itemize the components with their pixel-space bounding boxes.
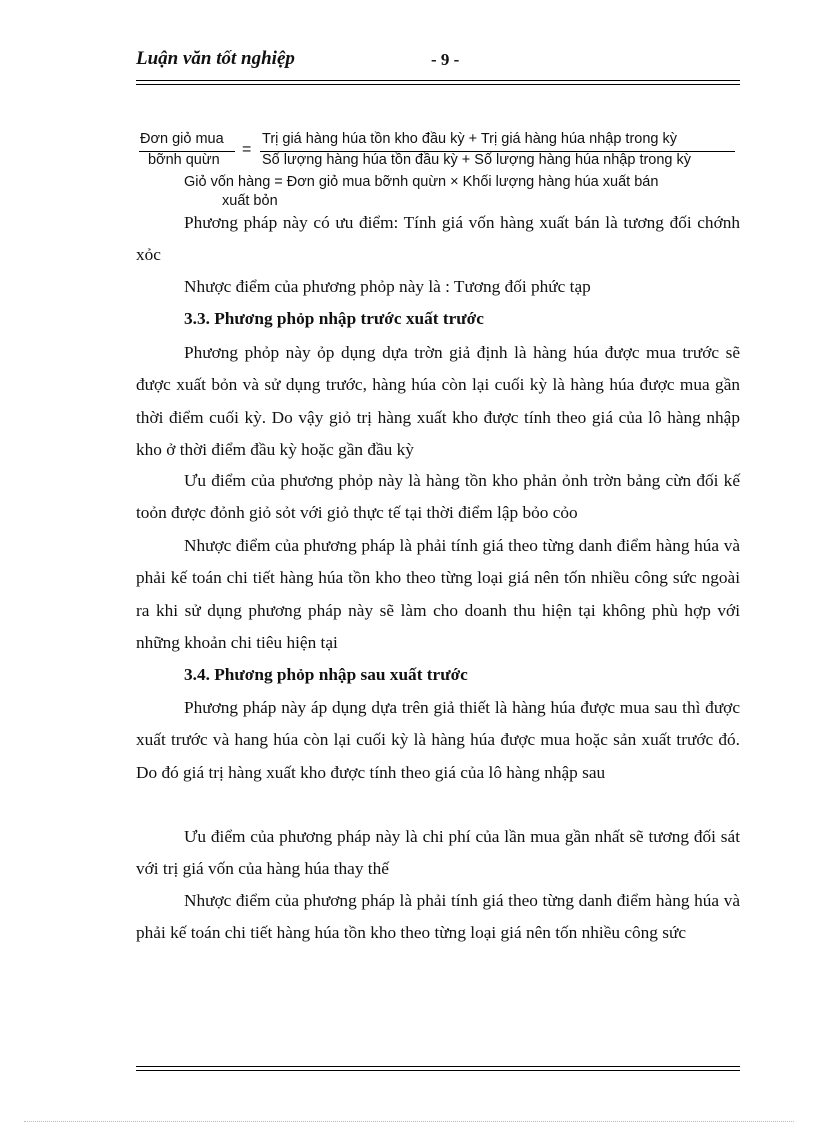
heading-3-3: 3.3. Phương phỏp nhập trước xuất trước	[184, 309, 484, 328]
paragraph-advantage-weighted: Phương pháp này có ưu điểm: Tính giá vốn hàng xuất bán là tương đối chớnh xỏc	[136, 213, 740, 265]
formula-cost-line-continued: xuất bỏn	[222, 193, 278, 209]
formula-rhs-denominator: Số lượng hàng húa tồn đầu kỳ + Số lượng hàng húa nhập trong kỳ	[262, 152, 692, 168]
paragraph-lifo-disadvantage: Nhược điểm của phương pháp là phải tính giá theo từng danh điểm hàng húa và phải kế toán chi tiết hàng húa tồn kho theo từng loại giá nên tốn nhiều công sức	[136, 891, 740, 943]
formula-rhs-numerator: Trị giá hàng húa tồn kho đầu kỳ + Trị giá hàng húa nhập trong kỳ	[262, 131, 678, 147]
paragraph-lifo-advantage: Ưu điểm của phương pháp này là chi phí của lần mua gần nhất sẽ tương đối sát với trị giá vốn của hàng húa thay thế	[136, 827, 740, 879]
paragraph-fifo-disadvantage: Nhược điểm của phương pháp là phải tính giá theo từng danh điểm hàng húa và phải kế toán chi tiết hàng húa tồn kho theo từng loại giá nên tốn nhiều công sức ngoài ra khi sử dụng phương pháp này sẽ làm cho doanh thu hiện tại không phù hợp với những khoản chi tiêu hiện tại	[136, 536, 740, 653]
formula-lhs-denominator: bỡnh quừn	[148, 152, 220, 168]
heading-3-4: 3.4. Phương phỏp nhập sau xuất trước	[184, 665, 468, 684]
page-number: - 9 -	[431, 50, 460, 69]
paragraph-fifo-advantage: Ưu điểm của phương phỏp này là hàng tồn kho phản ỏnh trờn bảng cừn đối kế toỏn được đỏnh giỏ sỏt với giỏ thực tế tại thời điểm lập bỏo cỏo	[136, 471, 740, 523]
paragraph-lifo-description: Phương pháp này áp dụng dựa trên giả thiết là hàng húa được mua sau thì được xuất trước và hang húa còn lại cuối kỳ là hàng húa được mua hoặc sản xuất trước đó. Do đó giá trị hàng xuất kho được tính theo giá của lô hàng nhập sau	[136, 698, 740, 782]
footer-rule	[136, 1066, 740, 1071]
page-bottom-edge	[24, 1121, 794, 1122]
paragraph-disadvantage-weighted: Nhược điểm của phương phỏp này là : Tương đối phức tạp	[184, 277, 591, 296]
formula-lhs-numerator: Đơn giỏ mua	[140, 131, 224, 147]
header-title: Luận văn tốt nghiệp	[136, 48, 295, 69]
formula-cost-line: Giỏ vốn hàng = Đơn giỏ mua bỡnh quừn × Khối lượng hàng húa xuất bán	[184, 174, 659, 190]
formula-equals: =	[242, 141, 252, 158]
paragraph-fifo-description: Phương phỏp này ỏp dụng dựa trờn giả định là hàng húa được mua trước sẽ được xuất bỏn và sử dụng trước, hàng húa còn lại cuối kỳ là hàng húa được mua gần thời điểm cuối kỳ. Do vậy giỏ trị hàng xuất kho được tính theo giá của lô hàng nhập kho ở thời điểm đầu kỳ hoặc gần đầu kỳ	[136, 343, 740, 460]
header-rule	[136, 80, 740, 85]
